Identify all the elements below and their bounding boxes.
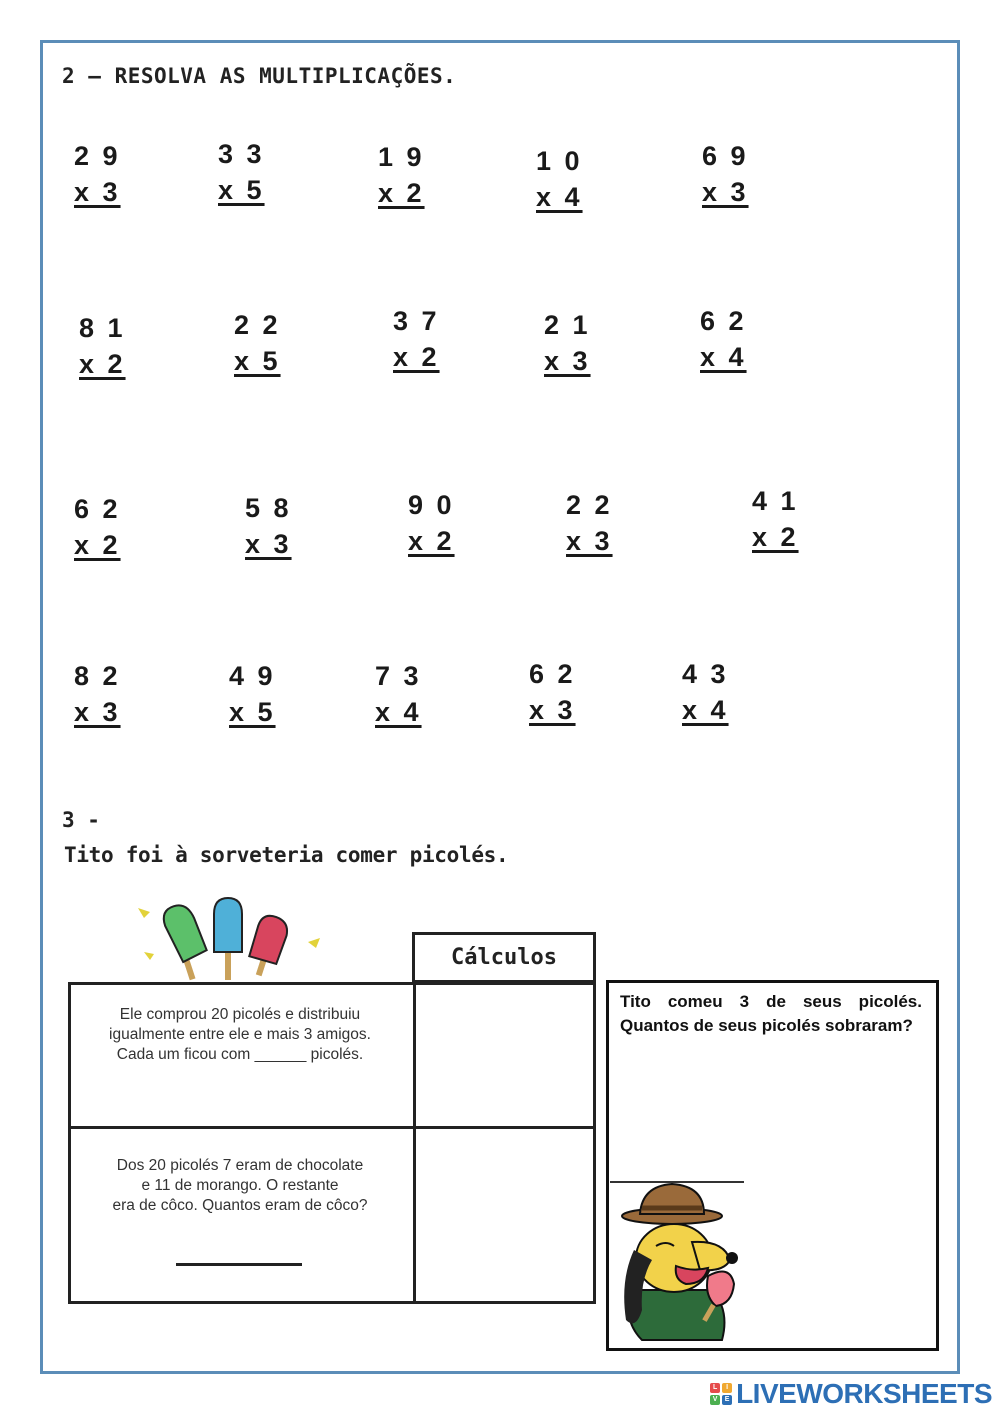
problem-18-bottom: x 4 xyxy=(375,697,422,727)
problem-15 xyxy=(752,483,799,555)
problem-17-bottom: x 5 xyxy=(229,697,276,727)
table-row-divider xyxy=(71,1126,593,1129)
problem-19-top: 6 2 xyxy=(529,659,576,689)
logo-text: LIVEWORKSHEETS xyxy=(736,1378,992,1409)
logo-letter: L xyxy=(710,1383,720,1393)
problem-8-bottom: x 2 xyxy=(393,342,440,372)
problem-4 xyxy=(536,143,583,215)
logo-letter: I xyxy=(722,1383,732,1393)
table-column-divider xyxy=(413,985,416,1301)
problem-13 xyxy=(408,487,455,559)
problem-16 xyxy=(74,658,121,730)
problem-3-top: 1 9 xyxy=(378,142,425,172)
problem-9 xyxy=(544,307,591,379)
problem-text-1-line: Ele comprou 20 picolés e distribuiu xyxy=(119,1006,361,1023)
problem-text-2-line: Dos 20 picolés 7 eram de chocolate xyxy=(116,1157,364,1174)
logo-letter: V xyxy=(710,1395,720,1405)
problem-11 xyxy=(74,491,121,563)
problem-10 xyxy=(700,303,747,375)
question-3-title: Tito foi à sorveteria comer picolés. xyxy=(64,843,509,867)
problem-13-top: 9 0 xyxy=(408,490,455,520)
problem-5-top: 6 9 xyxy=(702,141,749,171)
problem-text-1 xyxy=(80,1005,400,1065)
question-3-number: 3 - xyxy=(62,808,100,832)
problem-16-bottom: x 3 xyxy=(74,697,121,727)
problem-7-bottom: x 5 xyxy=(234,346,281,376)
problem-6-bottom: x 2 xyxy=(79,349,126,379)
question-2-title: 2 – RESOLVA AS MULTIPLICAÇÕES. xyxy=(62,64,457,88)
problem-text-1-line: Cada um ficou com ______ picolés. xyxy=(116,1046,364,1063)
popsicle-red xyxy=(247,912,291,976)
answer-line xyxy=(176,1263,302,1266)
problem-18 xyxy=(375,658,422,730)
problem-15-bottom: x 2 xyxy=(752,522,799,552)
problem-10-bottom: x 4 xyxy=(700,342,747,372)
problem-8-top: 3 7 xyxy=(393,306,440,336)
tito-question-text: Tito comeu 3 de seus picolés. Quantos de seus picolés sobraram? xyxy=(620,992,922,1035)
problem-4-bottom: x 4 xyxy=(536,182,583,212)
problem-16-top: 8 2 xyxy=(74,661,121,691)
problem-6-top: 8 1 xyxy=(79,313,126,343)
problem-14-top: 2 2 xyxy=(566,490,613,520)
problem-7 xyxy=(234,307,281,379)
problem-17 xyxy=(229,658,276,730)
problem-4-top: 1 0 xyxy=(536,146,583,176)
problem-2 xyxy=(218,136,265,208)
problem-5 xyxy=(702,138,749,210)
problem-3-bottom: x 2 xyxy=(378,178,425,208)
problem-2-bottom: x 5 xyxy=(218,175,265,205)
problem-text-2-line: e 11 de morango. O restante xyxy=(141,1177,339,1194)
problem-9-bottom: x 3 xyxy=(544,346,591,376)
problem-7-top: 2 2 xyxy=(234,310,281,340)
problem-1-top: 2 9 xyxy=(74,141,121,171)
problem-12 xyxy=(245,490,292,562)
popsicle-green xyxy=(160,901,208,980)
problem-17-top: 4 9 xyxy=(229,661,276,691)
problem-1-bottom: x 3 xyxy=(74,177,121,207)
problem-12-top: 5 8 xyxy=(245,493,292,523)
problem-18-top: 7 3 xyxy=(375,661,422,691)
problem-19 xyxy=(529,656,576,728)
liveworksheets-logo xyxy=(710,1378,992,1410)
problem-20-top: 4 3 xyxy=(682,659,729,689)
popsicle-blue xyxy=(214,898,242,980)
calculations-header: Cálculos xyxy=(412,932,596,983)
problem-10-top: 6 2 xyxy=(700,306,747,336)
problem-11-top: 6 2 xyxy=(74,494,121,524)
problem-13-bottom: x 2 xyxy=(408,526,455,556)
problem-text-2-line: era de côco. Quantos eram de côco? xyxy=(112,1197,368,1214)
problem-3 xyxy=(378,139,425,211)
problem-2-top: 3 3 xyxy=(218,139,265,169)
problem-text-1-line: igualmente entre ele e mais 3 amigos. xyxy=(109,1026,371,1043)
logo-letter: E xyxy=(722,1395,732,1405)
problem-20 xyxy=(682,656,729,728)
problem-14-bottom: x 3 xyxy=(566,526,613,556)
problem-11-bottom: x 2 xyxy=(74,530,121,560)
problem-12-bottom: x 3 xyxy=(245,529,292,559)
problem-9-top: 2 1 xyxy=(544,310,591,340)
logo-icon xyxy=(710,1383,732,1405)
problem-8 xyxy=(393,303,440,375)
problem-20-bottom: x 4 xyxy=(682,695,729,725)
problem-text-2 xyxy=(80,1156,400,1216)
tito-dog-illustration xyxy=(612,1180,752,1345)
problem-1 xyxy=(74,138,121,210)
problem-19-bottom: x 3 xyxy=(529,695,576,725)
problem-5-bottom: x 3 xyxy=(702,177,749,207)
popsicles-illustration xyxy=(130,890,330,985)
problem-14 xyxy=(566,487,613,559)
problem-6 xyxy=(79,310,126,382)
problem-15-top: 4 1 xyxy=(752,486,799,516)
